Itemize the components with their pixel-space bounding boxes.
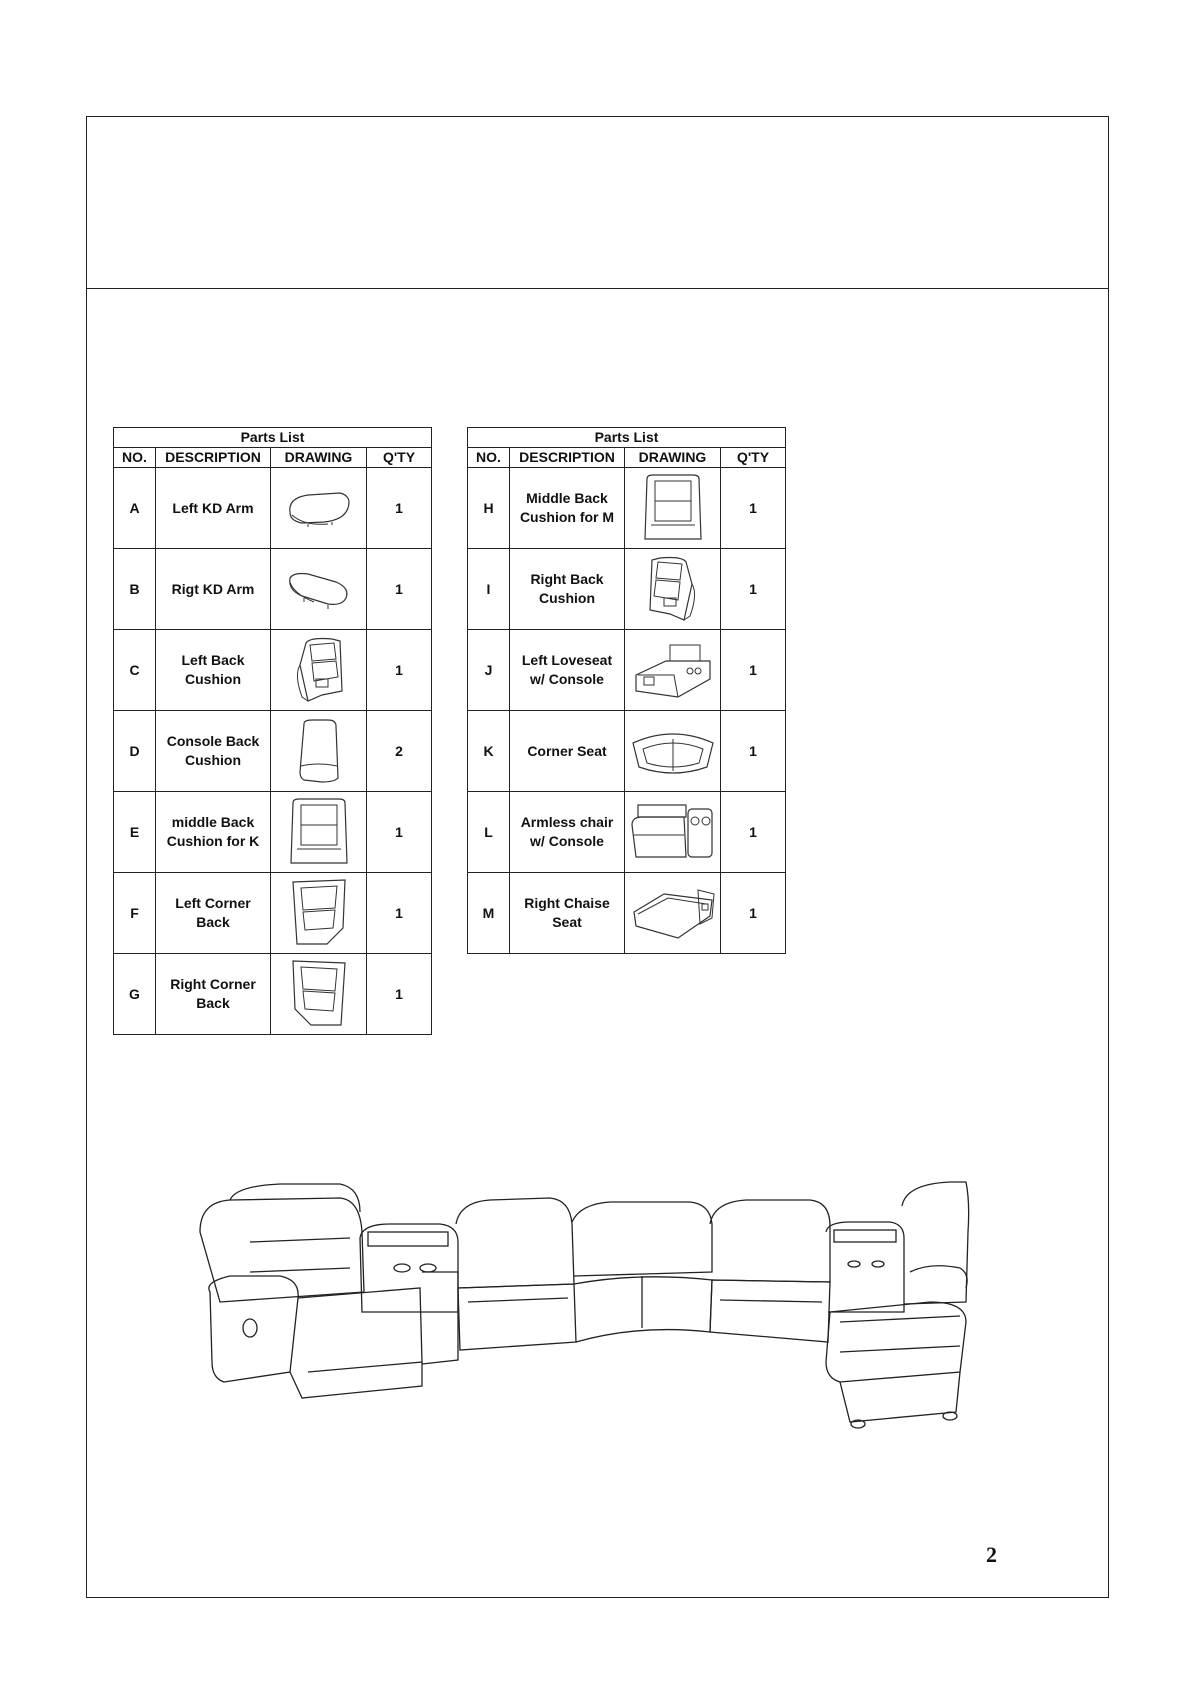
- table-row: [114, 630, 432, 711]
- part-qty: 1: [721, 468, 786, 549]
- part-description: Left KD Arm: [156, 468, 271, 549]
- part-description: Rigt KD Arm: [156, 549, 271, 630]
- column-header-description: DESCRIPTION: [156, 448, 271, 468]
- part-no: B: [114, 549, 156, 630]
- part-no: D: [114, 711, 156, 792]
- column-header-qty: Q'TY: [367, 448, 432, 468]
- narrow-back-cushion-icon: [271, 711, 367, 792]
- sectional-sofa-icon: [190, 1172, 970, 1432]
- part-description: Left Loveseat w/ Console: [510, 630, 625, 711]
- part-qty: 1: [721, 792, 786, 873]
- part-no: K: [468, 711, 510, 792]
- parts-list-title: Parts List: [468, 428, 786, 448]
- part-qty: 1: [721, 873, 786, 954]
- column-header-description: DESCRIPTION: [510, 448, 625, 468]
- part-no: F: [114, 873, 156, 954]
- part-no: H: [468, 468, 510, 549]
- column-header-no: NO.: [468, 448, 510, 468]
- table-row: [114, 873, 432, 954]
- side-back-cushion-icon: [271, 630, 367, 711]
- part-description: Console Back Cushion: [156, 711, 271, 792]
- back-cushion-icon: [625, 468, 721, 549]
- part-qty: 1: [721, 549, 786, 630]
- part-qty: 1: [367, 549, 432, 630]
- part-description: Middle Back Cushion for M: [510, 468, 625, 549]
- chaise-seat-icon: [625, 873, 721, 954]
- part-description: Armless chair w/ Console: [510, 792, 625, 873]
- part-description: middle Back Cushion for K: [156, 792, 271, 873]
- column-header-no: NO.: [114, 448, 156, 468]
- part-qty: 1: [367, 468, 432, 549]
- arm-pad-icon: [271, 549, 367, 630]
- part-qty: 2: [367, 711, 432, 792]
- table-row: [468, 873, 786, 954]
- part-no: M: [468, 873, 510, 954]
- table-row: [114, 468, 432, 549]
- part-description: Left Corner Back: [156, 873, 271, 954]
- corner-back-icon: [271, 873, 367, 954]
- page-number: 2: [986, 1542, 997, 1567]
- part-no: G: [114, 954, 156, 1035]
- part-no: I: [468, 549, 510, 630]
- table-row: [114, 954, 432, 1035]
- part-qty: 1: [721, 711, 786, 792]
- table-row: [468, 792, 786, 873]
- part-description: Right Chaise Seat: [510, 873, 625, 954]
- table-row: [468, 711, 786, 792]
- part-no: L: [468, 792, 510, 873]
- part-no: C: [114, 630, 156, 711]
- parts-list-title: Parts List: [114, 428, 432, 448]
- arm-pad-icon: [271, 468, 367, 549]
- part-no: E: [114, 792, 156, 873]
- table-row: [468, 630, 786, 711]
- table-row: [114, 549, 432, 630]
- corner-seat-icon: [625, 711, 721, 792]
- part-qty: 1: [367, 630, 432, 711]
- column-header-drawing: DRAWING: [625, 448, 721, 468]
- part-no: A: [114, 468, 156, 549]
- column-header-qty: Q'TY: [721, 448, 786, 468]
- part-qty: 1: [721, 630, 786, 711]
- table-row: [114, 711, 432, 792]
- parts-list-table-2: [467, 427, 786, 954]
- corner-back-icon: [271, 954, 367, 1035]
- armless-chair-icon: [625, 792, 721, 873]
- header-divider: [86, 288, 1109, 289]
- side-back-cushion-icon: [625, 549, 721, 630]
- table-row: [114, 792, 432, 873]
- part-qty: 1: [367, 792, 432, 873]
- column-header-drawing: DRAWING: [271, 448, 367, 468]
- part-description: Right Back Cushion: [510, 549, 625, 630]
- back-cushion-icon: [271, 792, 367, 873]
- part-description: Corner Seat: [510, 711, 625, 792]
- part-qty: 1: [367, 954, 432, 1035]
- part-description: Right Corner Back: [156, 954, 271, 1035]
- parts-list-table-1: [113, 427, 432, 1035]
- table-row: [468, 549, 786, 630]
- part-qty: 1: [367, 873, 432, 954]
- table-row: [468, 468, 786, 549]
- loveseat-icon: [625, 630, 721, 711]
- part-no: J: [468, 630, 510, 711]
- part-description: Left Back Cushion: [156, 630, 271, 711]
